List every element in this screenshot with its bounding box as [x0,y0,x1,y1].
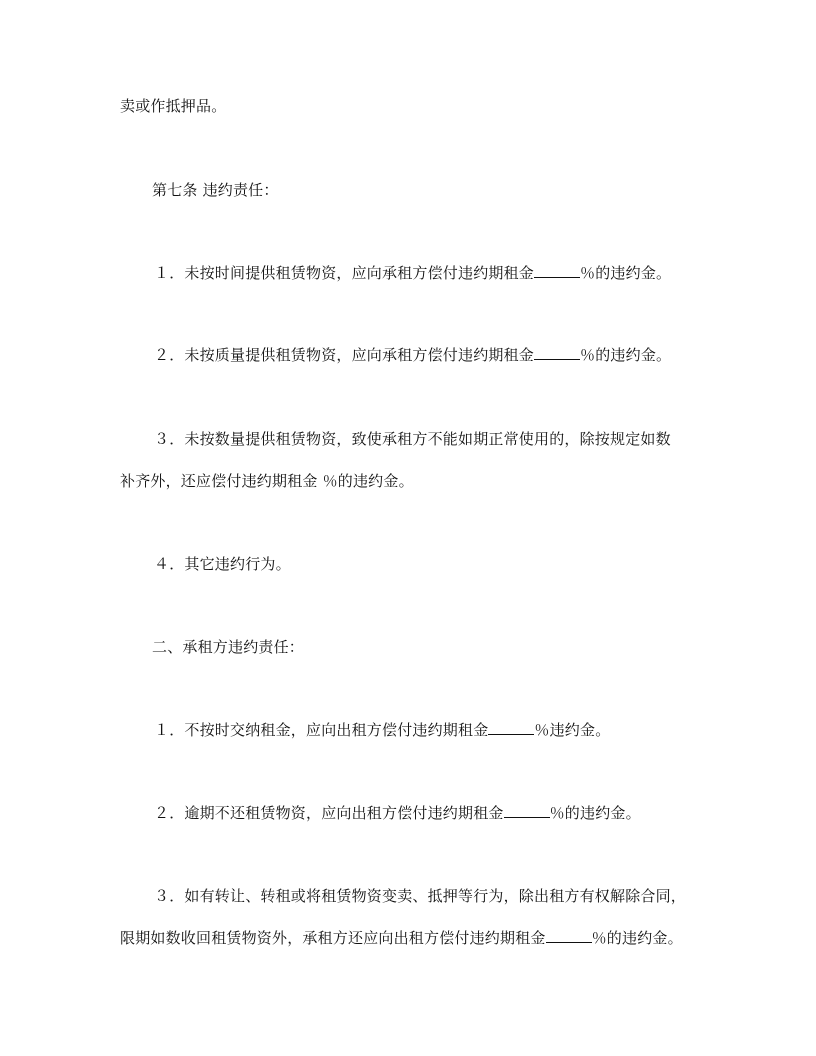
text: ３．未按数量提供租赁物资，致使承租方不能如期正常使用的，除按规定如数 [154,430,671,448]
text: ％的违约金。 [580,346,672,364]
section-heading [152,179,279,201]
text: １．未按时间提供租赁物资，应向承租方偿付违约期租金 [154,264,535,282]
clause-item [154,344,671,366]
text: ％的违约金。 [549,804,641,822]
clause-item-continuation [120,927,683,949]
text: ％的违约金。 [591,929,683,947]
blank-field [546,927,592,943]
clause-item [154,262,671,284]
clause-item [154,553,291,575]
text: １．不按时交纳租金，应向出租方偿付违约期租金 [154,721,489,739]
text: ％违约金。 [534,721,611,739]
text: 限期如数收回租赁物资外，承租方还应向出租方偿付违约期租金 [120,929,546,947]
heading-text: 二、承租方违约责任： [152,638,305,656]
blank-field [534,262,580,278]
blank-field [488,719,534,735]
clause-item [154,719,610,741]
blank-field [534,344,580,360]
text: ２．未按质量提供租赁物资，应向承租方偿付违约期租金 [154,346,535,364]
clause-item [154,428,671,450]
clause-item [154,885,686,907]
clause-item [154,802,641,824]
paragraph-line [120,95,226,117]
text: 卖或作抵押品。 [120,97,227,115]
text: ４．其它违约行为。 [154,555,291,573]
text: 补齐外，还应偿付违约期租金 ％的违约金。 [120,472,414,490]
text: ２．逾期不还租赁物资，应向出租方偿付违约期租金 [154,804,504,822]
text: ％的违约金。 [580,264,672,282]
heading-text: 第七条 违约责任： [152,181,279,199]
blank-field [504,802,550,818]
clause-item-continuation [120,470,414,492]
text: ３．如有转让、转租或将租赁物资变卖、抵押等行为，除出租方有权解除合同， [154,887,687,905]
section-heading [152,636,304,658]
